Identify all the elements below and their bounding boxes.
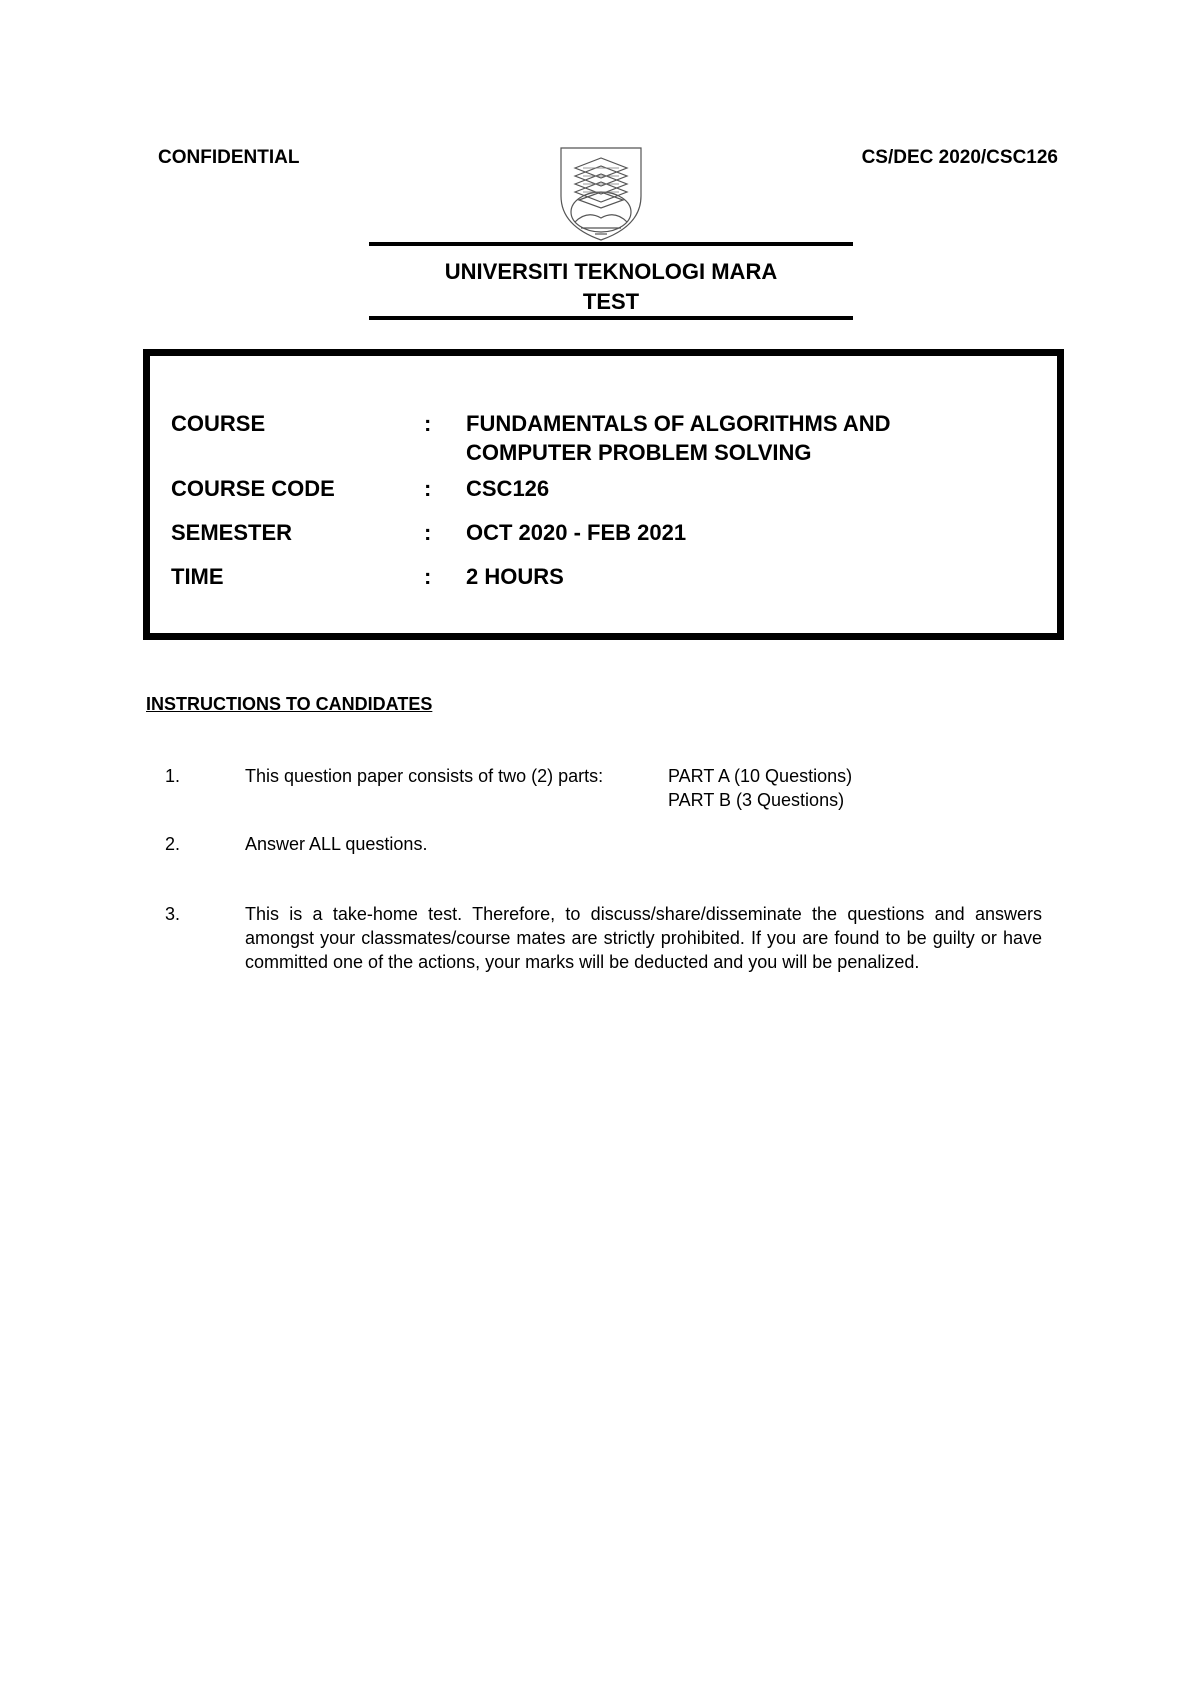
time-value: 2 HOURS <box>466 564 564 589</box>
course-code-label: COURSE CODE <box>171 476 335 501</box>
instruction-2-text: Answer ALL questions. <box>245 834 428 854</box>
university-crest-icon <box>557 146 645 242</box>
instruction-1-part-a: PART A (10 Questions) <box>668 766 853 786</box>
title-top-rule <box>369 242 853 246</box>
instruction-2-number: 2. <box>165 834 181 854</box>
course-label: COURSE <box>171 411 266 436</box>
time-label: TIME <box>171 564 224 589</box>
semester-label: SEMESTER <box>171 520 293 545</box>
confidential-label: CONFIDENTIAL <box>158 147 300 168</box>
instructions-heading: INSTRUCTIONS TO CANDIDATES <box>146 694 433 714</box>
title-bottom-rule <box>369 316 853 320</box>
instruction-1-text: This question paper consists of two (2) parts: <box>245 766 604 786</box>
course-colon: : <box>424 411 432 436</box>
course-code-colon: : <box>424 476 432 501</box>
course-value-line2: COMPUTER PROBLEM SOLVING <box>466 440 812 465</box>
university-name: UNIVERSITI TEKNOLOGI MARA <box>444 259 778 284</box>
instruction-1-part-b: PART B (3 Questions) <box>668 790 845 810</box>
instruction-3-text: This is a take-home test. Therefore, to discuss/share/disseminate the questions and answers amongst your classmates/course mates are strictly prohibited. If you are found to be guilty or have committed one of the actions, your marks will be deducted and you will be penalized. <box>245 904 1042 972</box>
paper-type: TEST <box>582 289 640 314</box>
instruction-3-number: 3. <box>165 904 181 924</box>
semester-colon: : <box>424 520 432 545</box>
course-value-line1: FUNDAMENTALS OF ALGORITHMS AND <box>466 411 891 436</box>
paper-code: CS/DEC 2020/CSC126 <box>861 147 1058 168</box>
semester-value: OCT 2020 - FEB 2021 <box>466 520 687 545</box>
course-code-value: CSC126 <box>466 476 550 501</box>
instruction-1-number: 1. <box>165 766 181 786</box>
time-colon: : <box>424 564 432 589</box>
